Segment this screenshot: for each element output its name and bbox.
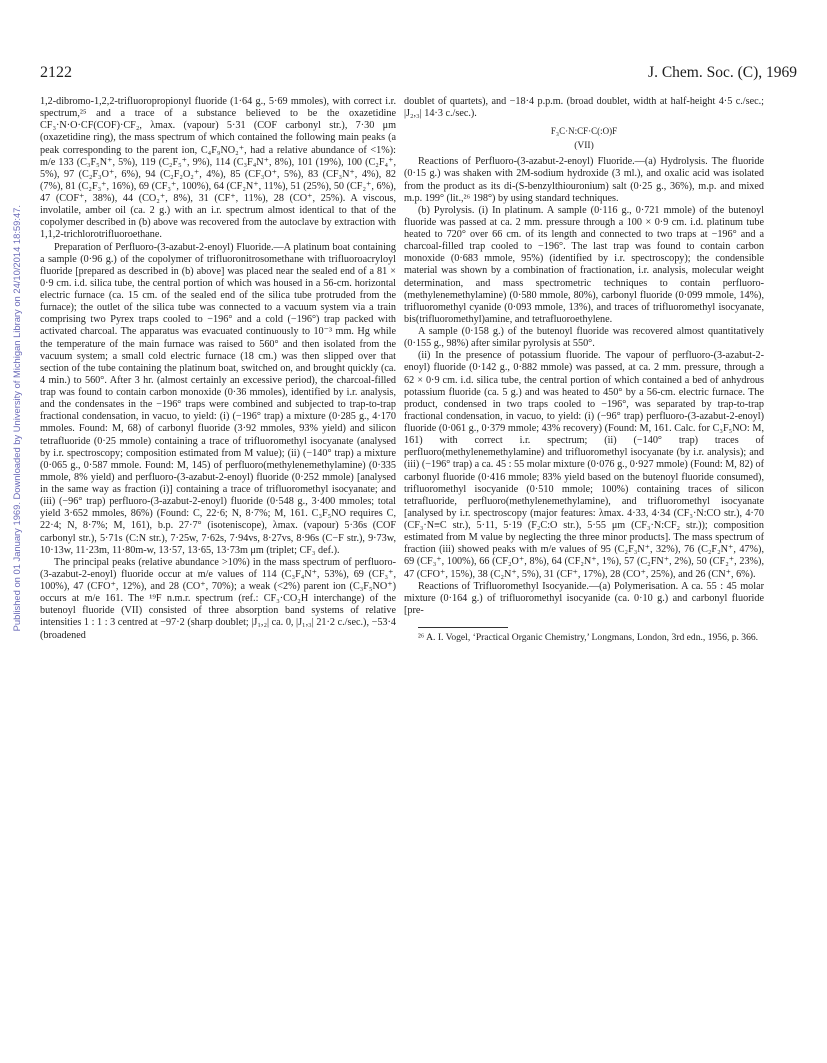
publication-sidebar [5, 205, 22, 655]
page-header [40, 64, 797, 86]
download-notice[interactable]: Published on 01 January 1969. Downloaded by University of Michigan Library on 24/10/2014 18:59:47. [11, 205, 22, 632]
paragraph: Preparation of Perfluoro-(3-azabut-2-enoyl) Fluoride.—A platinum boat containing a sample (0·96 g.) of the copolymer of trifluoronitrosomethane with trifluoroacryloyl fluoride [prepared as described in (b) above] was placed near the sealed end of a 81 × 0·9 cm. i.d. silica tube, the central portion of which was housed in a 56-cm. horizontal electric furnace (ca. 15 cm. of the sealed end of the silica tube protruded from the furnace); the outlet of the silica tube was connected to a vacuum system via a train comprising two Pyrex traps cooled to −196° and a cold (−196°) trap packed with activated charcoal. The apparatus was evacuated continuously to 10⁻³ mm. Hg while the temperature of the main furnace was raised to 560° and then isolated from the vacuum system; a small cold electric furnace (18 cm.) was then slipped over that section of the tube containing the platinum boat, switched on, and brought quickly (ca. 4 min.) to 560°. After 3 hr. (almost certainly an excessive period), the charcoal-filled trap was found to contain carbon monoxide (0·36 mmoles), identified by i.r. analysis, and the condensates in the −196° traps were combined and subjected to trap-to-trap fractional condensation, in vacuo, to yield: (i) (−196° trap) a mixture (0·285 g., 4·170 mmoles. Found: M, 68) of carbonyl fluoride (3·92 mmoles, 93% yield) and silicon tetrafluoride (0·25 mmole) containing a trace of trifluoromethyl isocyanate (analysed by i.r. spectroscopy; composition estimated from M value); (ii) (−140° trap) a mixture (0·065 g., 0·587 mmole. Found: M, 145) of perfluoro(methylenemethylamine) (0·335 mmole, 8% yield) and perfluoro-(3-azabut-2-enoyl) fluoride (0·252 mmole) [analysed in the same way as fraction (i)] containing a trace of trifluoromethyl isocyanate; and (iii) (−96° trap) perfluoro-(3-azabut-2-enoyl) fluoride (0·548 g., 3·400 mmoles; total yield 3·652 mmoles, 86%) (Found: C, 22·6; N, 8·7%; M, 161. C₃F₅NO requires C, 22·4; N, 8·7%; M, 161), b.p. 27·7° (isoteniscope), λmax. (vapour) 5·36s (COF carbonyl str.), 5·71s (C:N str.), 7·25w, 7·62s, 7·94vs, 8·27vs, 8·96s (C−F str.), 9·73w, 10·13w, 11·23m, 11·80m-w, 13·57, 13·65, 13·73m μm (triplet; CF₃ def.). [40, 241, 396, 556]
paragraph: Reactions of Perfluoro-(3-azabut-2-enoyl) Fluoride.—(a) Hydrolysis. The fluoride (0·15 g.) was shaken with 2M-sodium hydroxide (3 ml.), and oxalic acid was isolated from the product as its di-(S-benzylthiouronium) salt (0·25 g., 36%), m.p. and mixed m.p. 199° (lit.,²⁶ 198°) by using standard techniques. [404, 156, 764, 204]
footnote-divider [418, 627, 508, 628]
page-number: 2122 [40, 64, 72, 81]
footnote: ²⁶ A. I. Vogel, ‘Practical Organic Chemistry,’ Longmans, London, 3rd edn., 1956, p. 366. [418, 632, 759, 643]
structure-formula [404, 126, 764, 152]
paragraph: 1,2-dibromo-1,2,2-trifluoropropionyl fluoride (1·64 g., 5·69 mmoles), with correct i.r. spectrum,²⁵ and a trace of a substance believed to be the oxazetidine CF₃·N·O·CF(COF)·CF₂, λmax. (vapour) 5·31 (COF carbonyl str.), 7·30 μm (oxazetidine ring), the mass spectrum of which contained the following main peaks (a peak corresponding to the parent ion, C₄F₉NO₂⁺, had a relative abundance of <1%): m/e 133 (C₃F₅N⁺, 5%), 119 (C₂F₅⁺, 9%), 114 (C₃F₄N⁺, 8%), 101 (19%), 100 (C₂F₄⁺, 5%), 97 (C₂F₃O⁺, 6%), 94 (C₂F₂O₂⁺, 4%), 85 (CF₃O⁺, 5%), 83 (CF₃N⁺, 4%), 82 (7%), 81 (C₂F₃⁺, 16%), 69 (CF₃⁺, 100%), 64 (CF₂N⁺, 11%), 51 (25%), 50 (CF₂⁺, 6%), 47 (COF⁺, 38%), 44 (CO₂⁺, 8%), 31 (CF⁺, 11%), 28 (CO⁺, 25%). A viscous, involatile, amber oil (ca. 2 g.) with an i.r. spectrum almost identical to that of the copolymer described in (b) above was recovered from the autoclave by extraction with 1,1,2-trichlorotrifluoroethane. [40, 96, 396, 241]
formula-label: (VII) [574, 141, 594, 152]
formula-text: F₃C·N:CF·C(:O)F [550, 126, 618, 137]
paragraph: (b) Pyrolysis. (i) In platinum. A sample (0·116 g., 0·721 mmole) of the butenoyl fluoride was passed at ca. 2 mm. pressure through a 100 × 0·9 cm. i.d. platinum tube heated to 720° over 66 cm. of its length and connected to two traps at −196° and a charcoal-filled trap cooled to −196°. The last trap was found to contain carbon monoxide (0·683 mmole, 95%) (identified by i.r. spectroscopy); the condensible material was shown by a combination of fractionation, i.r. analysis, molecular weight determination, and mass spectrometric techniques to contain perfluoro-(methylenemethylamine) (0·580 mmole, 80%), carbonyl fluoride (0·099 mmole, 14%), trifluoromethyl cyanide (0·093 mmole, 13%), and traces of trifluoromethyl isocyanate, bis(trifluoromethyl)amine, and tetrafluoroethylene. [404, 204, 764, 325]
paragraph: A sample (0·158 g.) of the butenoyl fluoride was recovered almost quantitatively (0·155 g., 98%) after similar pyrolysis at 550°. [404, 326, 764, 350]
journal-citation: J. Chem. Soc. (C), 1969 [648, 64, 797, 81]
left-column [40, 96, 396, 642]
paragraph: doublet of quartets), and −18·4 p.p.m. (broad doublet, width at half-height 4·5 c./sec.; |J₂,₃| 14·3 c./sec.). [404, 96, 764, 120]
paragraph: The principal peaks (relative abundance >10%) in the mass spectrum of perfluoro-(3-azabut-2-enoyl) fluoride occur at m/e values of 114 (C₃F₄N⁺, 53%), 69 (CF₃⁺, 100%), 47 (CFO⁺, 12%), and 28 (CO⁺, 70%); a weak (<2%) parent ion (C₃F₅NO⁺) occurs at m/e 161. The ¹⁹F n.m.r. spectrum (ref.: CF₃·CO₂H interchange) of the butenoyl fluoride (VII) consisted of three absorption band systems of relative intensities 1 : 1 : 3 centred at −97·2 (sharp doublet; |J₁,₂| ca. 0, |J₁,₃| 21·2 c./sec.), −53·4 (broadened [40, 556, 396, 641]
paragraph: Reactions of Trifluoromethyl Isocyanide.—(a) Polymerisation. A ca. 55 : 45 molar mixture (0·164 g.) of trifluoromethyl isocyanide (ca. 0·10 g.) and carbonyl fluoride [pre- [404, 580, 764, 616]
right-column [404, 96, 764, 644]
paragraph: (ii) In the presence of potassium fluoride. The vapour of perfluoro-(3-azabut-2-enoyl) fluoride (0·142 g., 0·882 mmole) was passed, at ca. 2 mm. pressure, through a 62 × 0·9 cm. i.d. silica tube, the central portion of which contained a bed of anhydrous potassium fluoride (ca. 5 g.) and was heated to 450° by a 56-cm. electric furnace. The product, condensed in two traps cooled to −196°, was separated by trap-to-trap fractional condensation, in vacuo, to yield: (i) (−96° trap) perfluoro-(3-azabut-2-enoyl) fluoride (0·061 g., 0·379 mmole; 43% recovery) (Found: M, 161. Calc. for C₃F₅NO: M, 161) with correct i.r. spectrum; (ii) (−140° trap) traces of perfluoro(methylenemethylamine) and trifluoromethyl isocyanate (by i.r. analysis); and (iii) (−196° trap) a ca. 45 : 55 molar mixture (0·076 g., 0·927 mmole) (Found: M, 82) of carbonyl fluoride (0·416 mmole; 83% yield based on the butenoyl fluoride consumed), trifluoromethyl isocyanide (0·510 mmole; 100%) containing traces of silicon tetrafluoride, perfluoro(methylenemethylamine), and trifluoromethyl isocyanate [analysed by i.r. spectroscopy (major features: λmax. 4·33, 4·34 (CF₃·N:CO str.), 4·70 (CF₃·N≡C str.), 5·11, 5·19 (F₂C:O str.), 5·55 μm (CF₃·N:CF₂ str.)); composition estimated from M value by neglecting the three minor products]. The mass spectrum of fraction (iii) showed peaks with m/e values of 95 (C₂F₃N⁺, 32%), 76 (C₂F₂N⁺, 47%), 69 (CF₃⁺, 100%), 66 (CF₂O⁺, 8%), 64 (CF₂N⁺, 1%), 57 (C₂FN⁺, 2%), 50 (CF₂⁺, 23%), 47 (CFO⁺, 15%), 38 (C₂N⁺, 5%), 31 (CF⁺, 17%), 28 (CO⁺, 25%), and 26 (CN⁺, 6%). [404, 350, 764, 580]
